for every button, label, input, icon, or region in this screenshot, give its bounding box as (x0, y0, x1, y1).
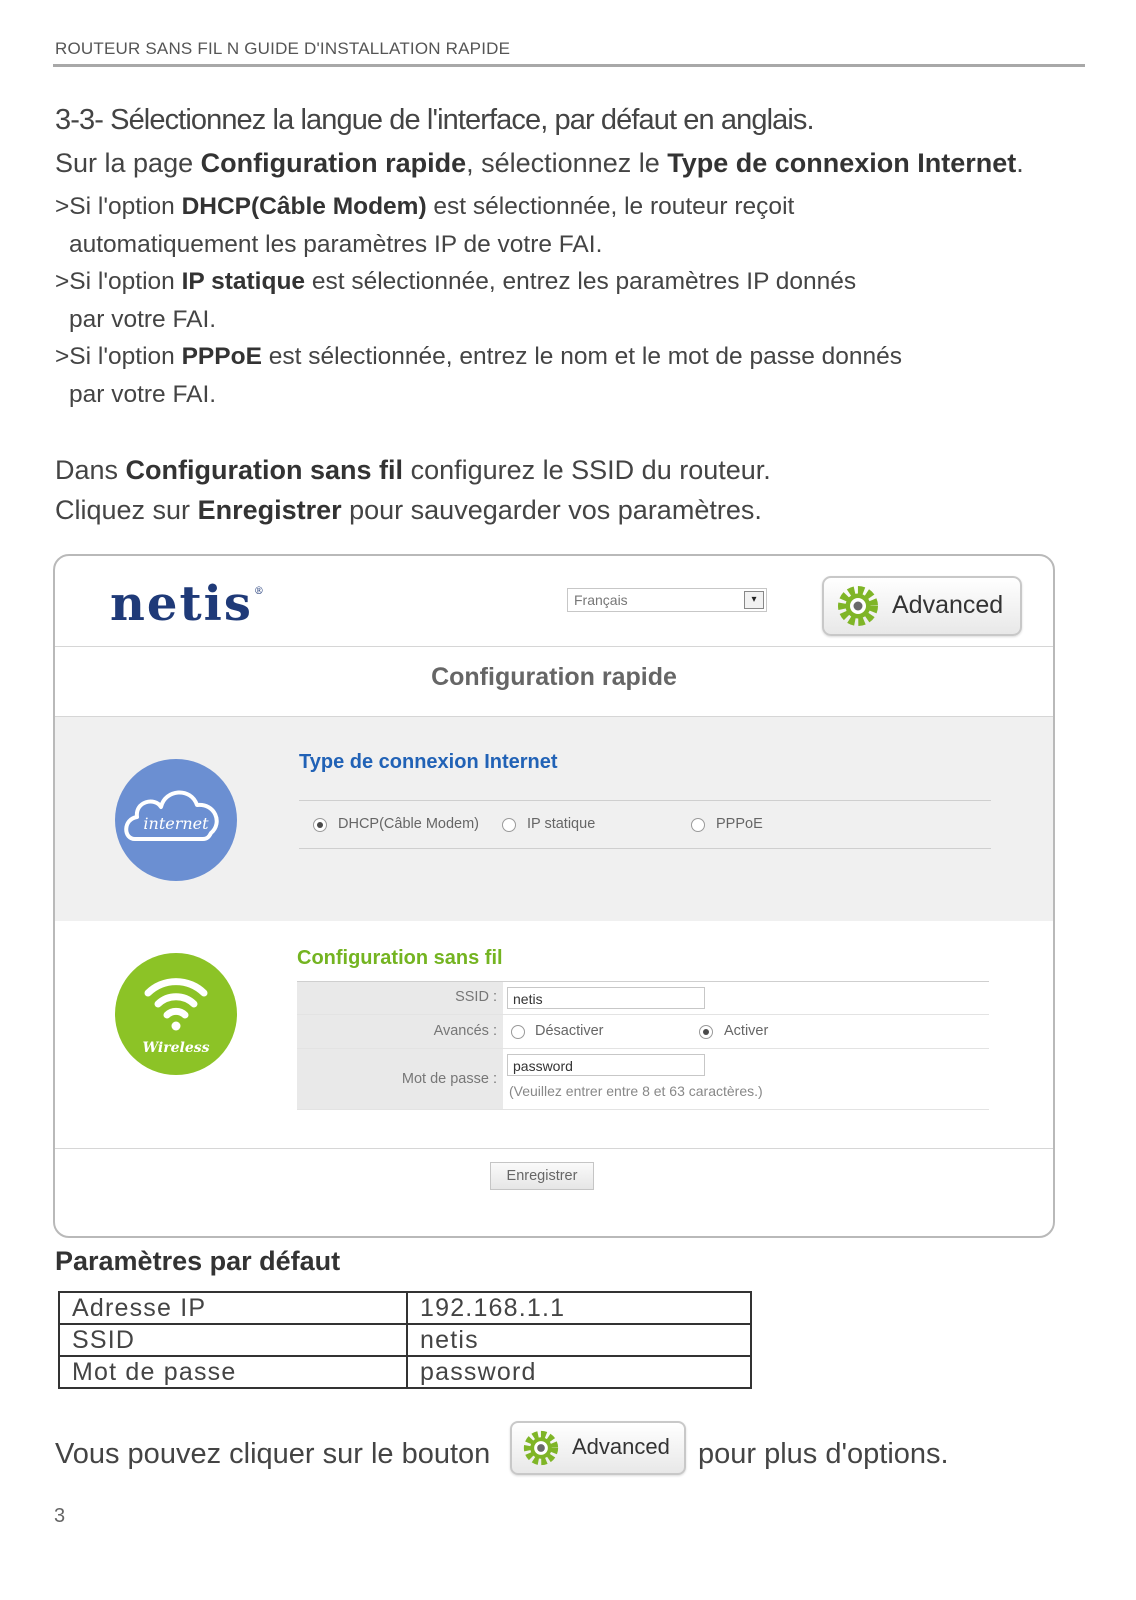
intro-text-e: . (1016, 148, 1024, 178)
intro-bold-type: Type de connexion Internet (667, 148, 1017, 178)
router-screenshot (53, 554, 1055, 1238)
chevron-down-icon[interactable]: ▾ (744, 591, 764, 609)
internet-icon (115, 759, 237, 881)
wireless-config-title: Configuration sans fil (297, 947, 503, 969)
page-number: 3 (54, 1505, 66, 1527)
bullet-static (55, 263, 902, 301)
final-before: Vous pouvez cliquer sur le bouton (55, 1438, 491, 1470)
divider (55, 646, 1053, 647)
bullet-bold: IP statique (181, 268, 306, 295)
table-row (59, 1356, 751, 1388)
wireless-section (55, 921, 1053, 1161)
wireless-icon (115, 953, 237, 1075)
advanced-button-inline (510, 1421, 686, 1475)
advanced-label-cell (297, 1015, 503, 1048)
bullet-text: est sélectionnée, entrez le nom et le mot de passe donnés (261, 343, 903, 370)
final-sentence (55, 1434, 949, 1471)
radio-static-ip[interactable] (502, 818, 516, 832)
wifi-icon (115, 953, 237, 1075)
table-row (59, 1292, 751, 1324)
netis-logo (110, 576, 265, 632)
save-bold: Enregistrer (197, 495, 342, 525)
option-static-label: IP statique (527, 816, 596, 832)
wireless-line (55, 450, 771, 490)
table-key: SSID (59, 1324, 407, 1356)
table-row (59, 1324, 751, 1356)
wireless-icon-label: Wireless (142, 1040, 210, 1056)
option-dhcp-label: DHCP(Câble Modem) (338, 816, 480, 832)
quick-config-title: Configuration rapide (431, 663, 677, 691)
intro-paragraph (55, 148, 1024, 179)
advanced-row (297, 1015, 989, 1049)
divider (299, 800, 991, 801)
advanced-inline-label: Advanced (572, 1434, 670, 1459)
intro-bold-config: Configuration rapide (200, 148, 467, 178)
advanced-label: Advanced (892, 591, 1004, 619)
option-bullets (55, 188, 902, 413)
save-button[interactable]: Enregistrer (490, 1162, 594, 1190)
radio-enable[interactable] (699, 1025, 713, 1039)
radio-pppoe[interactable] (691, 818, 705, 832)
table-value: 192.168.1.1 (407, 1292, 751, 1324)
bullet-dhcp (55, 188, 902, 226)
intro-text-c: , sélectionnez le (466, 148, 668, 178)
final-after: pour plus d'options. (698, 1438, 949, 1470)
radio-dhcp[interactable] (313, 818, 327, 832)
divider (299, 848, 991, 849)
table-key: Mot de passe (59, 1356, 407, 1388)
internet-section (55, 716, 1053, 922)
bullet-static-cont: par votre FAI. (69, 305, 217, 333)
password-label: Mot de passe : (401, 1071, 497, 1087)
header-divider (53, 64, 1085, 67)
password-hint: (Veuillez entrer entre 8 et 63 caractères.) (509, 1083, 763, 1099)
bullet-text: >Si l'option (55, 343, 182, 370)
password-row (297, 1049, 989, 1110)
enable-label: Activer (724, 1023, 769, 1039)
wl-text: Dans (55, 455, 126, 485)
bullet-dhcp-cont: automatiquement les paramètres IP de votre FAI. (69, 230, 603, 258)
ssid-label: SSID : (455, 989, 497, 1005)
table-value: netis (407, 1324, 751, 1356)
bullet-pppoe (55, 338, 902, 376)
defaults-title: Paramètres par défaut (55, 1246, 341, 1276)
table-key: Adresse IP (59, 1292, 407, 1324)
bullet-text: >Si l'option (55, 268, 182, 295)
divider (55, 1148, 1053, 1149)
internet-icon-label: internet (143, 814, 209, 833)
radio-disable[interactable] (511, 1025, 525, 1039)
header-text: ROUTEUR SANS FIL N GUIDE D'INSTALLATION RAPIDE (55, 39, 511, 58)
logo-registered-mark: ® (253, 586, 266, 597)
defaults-table (58, 1291, 752, 1389)
ssid-label-cell (297, 982, 503, 1014)
bullet-text: est sélectionnée, le routeur reçoit (426, 193, 795, 220)
step-title: 3-3- Sélectionnez la langue de l'interface, par défaut en anglais. (55, 104, 814, 136)
language-select[interactable] (567, 588, 767, 612)
wl-bold: Configuration sans fil (125, 455, 404, 485)
table-value: password (407, 1356, 751, 1388)
bullet-bold: PPPoE (181, 343, 262, 370)
bullet-bold: DHCP(Câble Modem) (181, 193, 427, 220)
advanced-button[interactable] (822, 576, 1022, 636)
save-text: Cliquez sur (55, 495, 198, 525)
password-input[interactable]: password (507, 1054, 705, 1076)
bullet-text: >Si l'option (55, 193, 182, 220)
advanced-row-label: Avancés : (433, 1023, 497, 1039)
internet-type-title: Type de connexion Internet (299, 751, 558, 773)
gear-icon (837, 585, 879, 627)
gear-icon (523, 1430, 559, 1466)
save-text: pour sauvegarder vos paramètres. (341, 495, 762, 525)
ssid-input[interactable]: netis (507, 987, 705, 1009)
bullet-pppoe-cont: par votre FAI. (69, 380, 217, 408)
language-value: Français (574, 592, 628, 608)
disable-label: Désactiver (535, 1023, 604, 1039)
wl-text: configurez le SSID du routeur. (403, 455, 771, 485)
intro-text-a: Sur la page (55, 148, 201, 178)
ssid-row (297, 982, 989, 1015)
logo-text: netis (110, 576, 253, 632)
option-pppoe-label: PPPoE (716, 816, 763, 832)
password-label-cell (297, 1049, 503, 1109)
wireless-save-paragraph (55, 450, 771, 530)
save-line (55, 490, 771, 530)
bullet-text: est sélectionnée, entrez les paramètres IP donnés (305, 268, 857, 295)
